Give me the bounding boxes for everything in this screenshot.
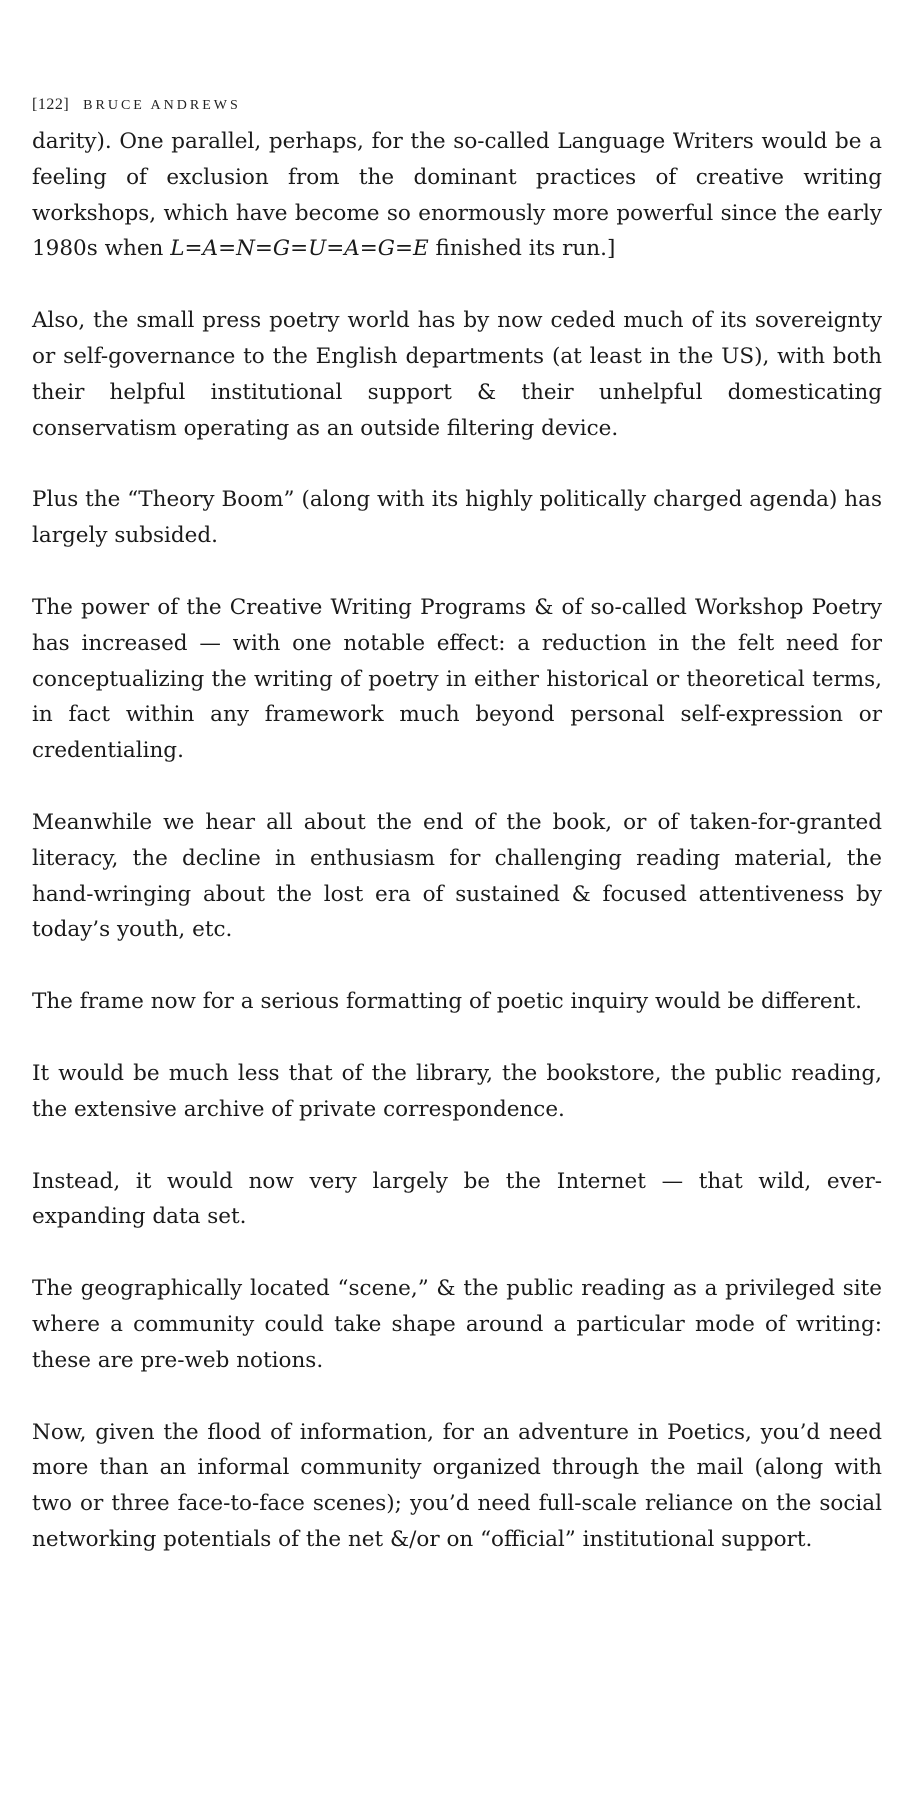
paragraph-6: The frame now for a serious formatting of poetic inquiry would be different.	[32, 989, 862, 1015]
paragraph-1	[32, 124, 882, 267]
paragraph-7: It would be much less that of the library, the bookstore, the public reading, the extensive archive of private correspondence.	[32, 1060, 882, 1122]
paragraph-5: Meanwhile we hear all about the end of the book, or of taken-for-granted literacy, the decline in enthusiasm for challenging reading material, the hand-wringing about the lost era of sustained & focused attentiveness by today’s youth, etc.	[32, 809, 882, 943]
page-number: [122]	[32, 96, 70, 113]
paragraph-9: The geographically located “scene,” & the public reading as a privileged site where a community could take shape around a particular mode of writing: these are pre-web notions.	[32, 1276, 882, 1373]
book-page	[32, 96, 882, 1594]
paragraph-4: The power of the Creative Writing Programs & of so-called Workshop Poetry has increased — with one notable effect: a reduction in the felt need for conceptualizing the writing of poetry in either historical or theoretical terms, in fact within any framework much beyond personal self-expression or credentialing.	[32, 594, 882, 764]
paragraph-8: Instead, it would now very largely be the Internet — that wild, ever-expanding data set.	[32, 1168, 882, 1230]
running-head	[32, 96, 882, 114]
paragraph-1-text: darity). One parallel, perhaps, for the so-called Language Writers would be a feeling of exclusion from the dominant practices of creative writing workshops, which have become so enormously more powerful since the early 1980s when	[32, 129, 882, 262]
journal-title: L=A=N=G=U=A=G=E	[170, 236, 429, 262]
paragraph-1-end: finished its run.]	[428, 236, 616, 262]
paragraph-10: Now, given the flood of information, for an adventure in Poetics, you’d need more than an informal community organized through the mail (along with two or three face-to-face scenes); you’d need full-scale reliance on the social networking potentials of the net &/or on “official” institutional support.	[32, 1419, 882, 1552]
running-head-author: BRUCE ANDREWS	[83, 98, 241, 113]
paragraph-3: Plus the “Theory Boom” (along with its highly politically charged agenda) has largely subsided.	[32, 487, 882, 549]
paragraph-2: Also, the small press poetry world has by now ceded much of its sovereignty or self-governance to the English departments (at least in the US), with both their helpful institutional support & their unhelpful domesticating conservatism operating as an outside filtering device.	[32, 308, 882, 441]
